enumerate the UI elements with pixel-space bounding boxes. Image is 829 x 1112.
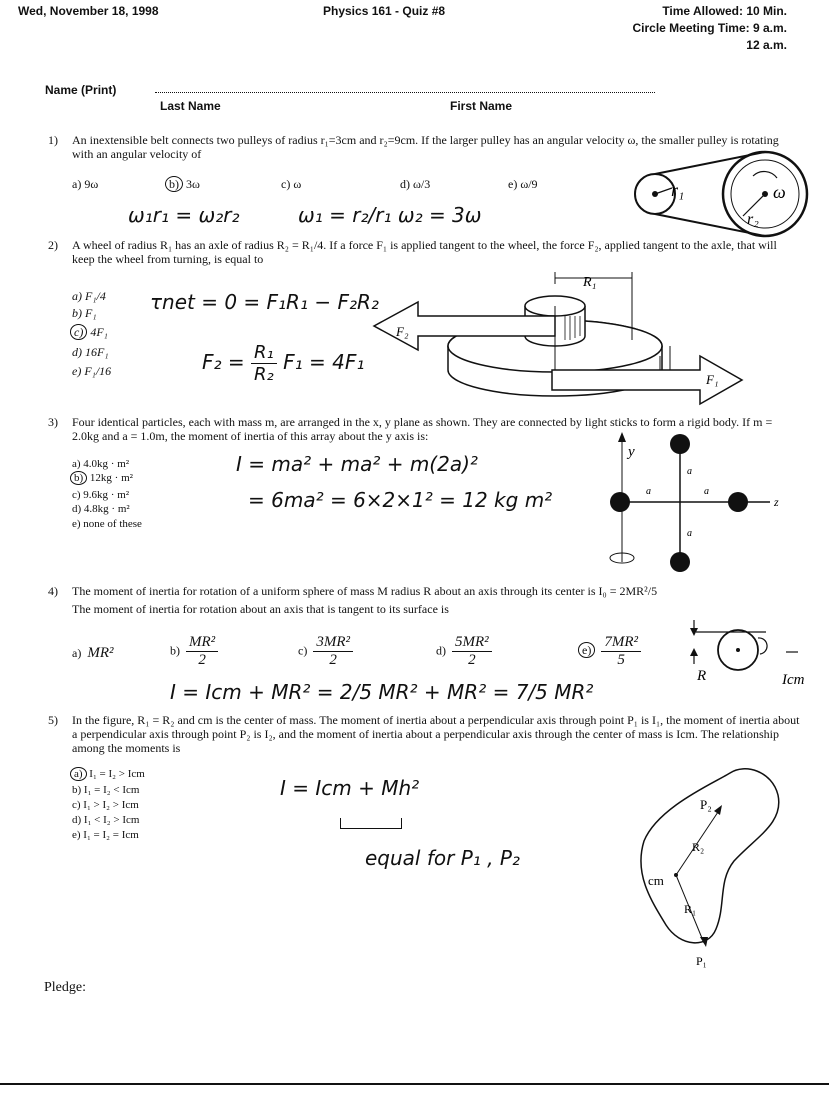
q5-brace: [340, 818, 402, 829]
a-label-right: a: [704, 486, 709, 497]
circle-meeting-time: Circle Meeting Time: 9 a.m.: [632, 21, 787, 35]
q4-b-num: MR²: [186, 634, 218, 652]
q5-option-c[interactable]: c) I₁ > I₂ > Icm: [72, 799, 139, 811]
q3-option-e[interactable]: e) none of these: [72, 518, 142, 530]
p1-label: P₁: [696, 954, 707, 968]
pulley-omega-label: ω: [773, 182, 786, 202]
q3-handwriting-1: I = ma² + ma² + m(2a)²: [236, 452, 478, 476]
q2-handwriting-2: [202, 342, 364, 385]
r1-label: R₁: [684, 902, 697, 916]
q4-c-num: 3MR²: [313, 634, 353, 652]
q5-option-d[interactable]: d) I₁ < I₂ > Icm: [72, 814, 140, 826]
a-label-top: a: [687, 466, 692, 477]
q4-option-b-label: b): [170, 643, 180, 658]
q1-option-b[interactable]: [165, 177, 200, 192]
wheel-axle-diagram: [370, 270, 750, 400]
q4-selected-circle: e): [578, 642, 595, 658]
q5-option-e[interactable]: e) I₁ = I₂ = Icm: [72, 829, 139, 841]
y-axis-label: y: [628, 444, 635, 460]
q3-number: 3): [48, 415, 58, 429]
q4-option-a-label: a): [72, 646, 82, 660]
q2-option-e[interactable]: e) F₁/16: [72, 364, 112, 378]
q2-number: 2): [48, 238, 58, 252]
q4-option-e[interactable]: [578, 634, 641, 669]
sphere-icm-label: Icm: [782, 672, 805, 688]
q4-b-den: 2: [198, 652, 206, 668]
q2-option-b[interactable]: b) F₁: [72, 306, 97, 320]
q4-option-d[interactable]: [436, 634, 492, 669]
pulley-r1-label: r₁: [671, 180, 685, 200]
q4-number: 4): [48, 584, 58, 598]
meeting-time-12: 12 a.m.: [746, 38, 787, 52]
q2-option-c[interactable]: [70, 325, 108, 340]
q4-text-2: The moment of inertia for rotation about an axis that is tangent to its surface is: [72, 602, 449, 616]
q1-option-c[interactable]: c) ω: [281, 177, 302, 191]
time-allowed: Time Allowed: 10 Min.: [662, 4, 787, 18]
q1-handwriting-2: ω₁ = r₂/r₁ ω₂ = 3ω: [298, 203, 482, 227]
q3-selected-circle: b): [70, 471, 87, 485]
particles-diagram: [590, 430, 790, 590]
q1-text: An inextensible belt connects two pulleys of radius r₁=3cm and r₂=9cm. If the larger pulley has an angular velocity ω, the smaller pulley is rotating with an angular velocity of: [72, 133, 779, 161]
q4-c-den: 2: [329, 652, 337, 668]
p2-label: P₂: [700, 797, 712, 812]
q1-option-b-value: 3ω: [186, 177, 200, 191]
quiz-date: Wed, November 18, 1998: [18, 4, 159, 18]
q1-selected-circle: b): [165, 176, 183, 192]
q2-selected-circle: c): [70, 324, 87, 340]
q3-text: Four identical particles, each with mass m, are arranged in the x, y plane as shown. They are connected by light sticks to form a rigid body. If m = 2.0kg and a = 1.0m, the moment of inertia of this array about the y axis is:: [72, 415, 773, 443]
name-print-label: Name (Print): [45, 83, 117, 97]
a-label-bottom: a: [687, 528, 692, 539]
wheel-f2-label: F₂: [396, 324, 409, 339]
q4-option-d-label: d): [436, 643, 446, 658]
q3-handwriting-2: = 6ma² = 6×2×1² = 12 kg m²: [248, 488, 553, 512]
course-title: Physics 161 - Quiz #8: [323, 4, 446, 18]
q4-e-den: 5: [617, 652, 625, 668]
q2-hand-f2: F₂ =: [202, 350, 245, 374]
q4-option-c[interactable]: [298, 634, 353, 669]
q4-option-b[interactable]: [170, 634, 218, 669]
q4-handwriting: I = Icm + MR² = 2/5 MR² + MR² = 7/5 MR²: [170, 680, 594, 704]
wheel-r1-label: R₁: [583, 275, 597, 290]
pulley-r2-label: r₂: [747, 211, 759, 228]
q1-number: 1): [48, 133, 58, 147]
sphere-r-label: R: [697, 668, 707, 684]
irregular-body-diagram: [630, 765, 820, 975]
q1-option-a[interactable]: a) 9ω: [72, 177, 99, 191]
q4-e-num: 7MR²: [601, 634, 641, 652]
q5-handwriting-1: I = Icm + Mh²: [280, 776, 420, 800]
q2-handwriting-1: τnet = 0 = F₁R₁ − F₂R₂: [150, 290, 379, 314]
pledge-label: Pledge:: [44, 980, 86, 995]
q5-option-a[interactable]: [70, 768, 145, 780]
q2-option-c-value: 4F₁: [90, 325, 108, 339]
q5-option-a-value: I₁ = I₂ > Icm: [89, 768, 145, 780]
pulley-diagram: [625, 150, 815, 250]
last-name-label: Last Name: [160, 99, 221, 113]
q3-option-d[interactable]: d) 4.8kg · m²: [72, 503, 130, 515]
q1-handwriting-1: ω₁r₁ = ω₂r₂: [128, 203, 240, 227]
bottom-rule: [0, 1083, 829, 1085]
cm-label: cm: [648, 873, 664, 888]
q2-option-a[interactable]: a) F₁/4: [72, 289, 106, 303]
q3-option-a[interactable]: a) 4.0kg · m²: [72, 458, 130, 470]
q2-hand-den: R₂: [254, 364, 274, 385]
q5-selected-circle: a): [70, 767, 87, 781]
q4-option-c-label: c): [298, 643, 308, 658]
q4-d-den: 2: [468, 652, 476, 668]
q2-hand-num: R₁: [251, 342, 277, 364]
first-name-label: First Name: [450, 99, 513, 113]
q4-d-num: 5MR²: [452, 634, 492, 652]
q5-option-b[interactable]: b) I₁ = I₂ < Icm: [72, 784, 140, 796]
q2-hand-result: F₁ = 4F₁: [283, 350, 365, 374]
r2-label: R₂: [692, 840, 705, 854]
q3-option-b[interactable]: [70, 472, 133, 484]
q3-option-c[interactable]: c) 9.6kg · m²: [72, 489, 130, 501]
q4-text-1: The moment of inertia for rotation of a uniform sphere of mass M radius R about an axis through its center is I₀ = 2MR²/5: [72, 584, 658, 598]
z-axis-label: z: [774, 495, 779, 509]
q2-option-d[interactable]: d) 16F₁: [72, 345, 109, 359]
sphere-diagram: [682, 618, 822, 698]
q4-option-a-value: MR²: [87, 645, 114, 661]
wheel-f1-label: F₁: [706, 372, 719, 387]
q4-option-a[interactable]: [72, 645, 113, 662]
a-label-left: a: [646, 486, 651, 497]
q1-option-e[interactable]: e) ω/9: [508, 177, 538, 191]
q1-option-d[interactable]: d) ω/3: [400, 177, 431, 191]
name-line[interactable]: [155, 92, 655, 93]
q2-text: A wheel of radius R₁ has an axle of radius R₂ = R₁/4. If a force F₁ is applied tangent to the wheel, the force F₂, applied tangent to the axle, that will keep the wheel from turning, is equal to: [72, 238, 777, 266]
q3-option-b-value: 12kg · m²: [89, 472, 133, 484]
q5-handwriting-2: equal for P₁ , P₂: [365, 846, 520, 870]
q5-text: In the figure, R₁ = R₂ and cm is the center of mass. The moment of inertia about a perpendicular axis through point P₁ is I₁, the moment of inertia about a perpendicular axis through point P₂ is I₂, and the moment of inertia about a perpendicular axis through the center of mass is Icm. The relationship among the moments is: [72, 713, 800, 755]
q5-number: 5): [48, 713, 58, 727]
